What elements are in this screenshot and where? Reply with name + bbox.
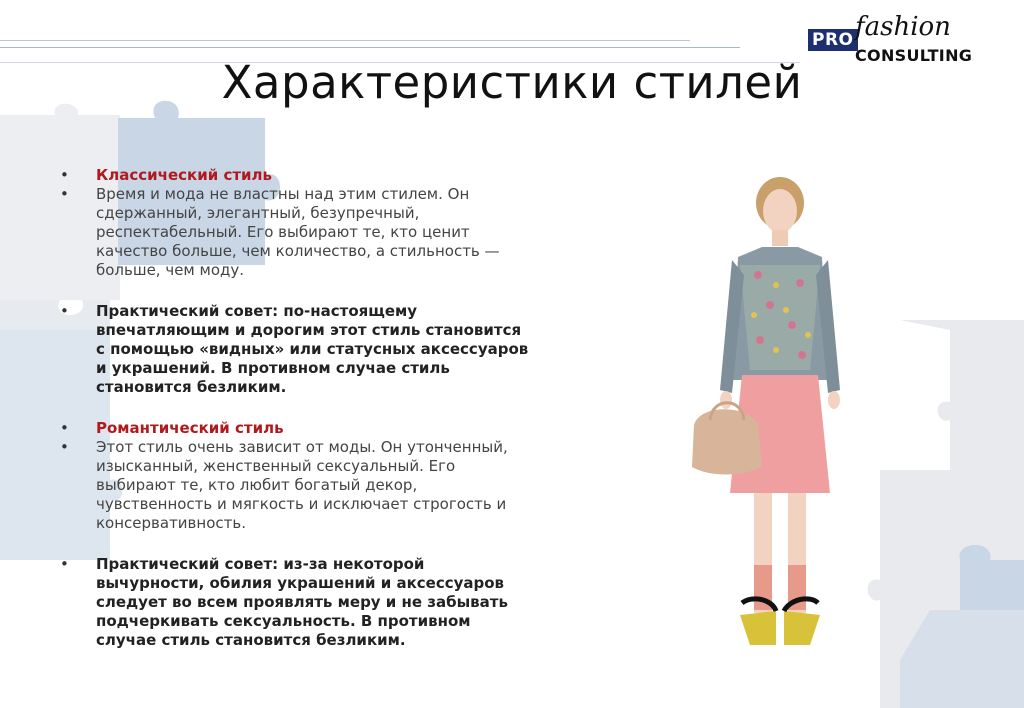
romantic-tip: Практический совет: из-за некоторой вычурности, обилия украшений и аксессуаров следует во всем проявлять меру и не забывать подчеркивать сексуальность. В противном случае стиль становится безликим. [96, 555, 508, 649]
style-list [60, 166, 535, 650]
list-item [60, 166, 535, 185]
bullet: • [60, 166, 69, 184]
logo-pro: PRO [808, 29, 858, 51]
bullet: • [60, 302, 69, 320]
bullet: • [60, 438, 69, 456]
romantic-description: Этот стиль очень зависит от моды. Он утонченный, изысканный, женственный сексуальный. Его выбирают те, кто любит богатый декор, чувственность и мягкость и исключает строгость и консервативность. [96, 438, 508, 532]
header-rule-1 [0, 40, 690, 41]
logo-fashion: fashion [855, 12, 951, 42]
bullet: • [60, 185, 69, 203]
heading-classic: Классический стиль [96, 166, 273, 184]
bullet: • [60, 555, 69, 573]
list-item [60, 555, 535, 650]
heading-romantic: Романтический стиль [96, 419, 284, 437]
logo-consulting: CONSULTING [855, 46, 973, 65]
list-item [60, 302, 535, 397]
classic-description: Время и мода не властны над этим стилем. Он сдержанный, элегантный, безупречный, респектабельный. Его выбирают те, кто ценит качество больше, чем количество, а стильность — больше, чем моду. [96, 185, 500, 279]
list-item [60, 419, 535, 438]
header-rule-2 [0, 47, 740, 48]
list-item [60, 438, 535, 533]
classic-tip: Практический совет: по-настоящему впечатляющим и дорогим этот стиль становится с помощью «видных» или статусных аксессуаров и украшений. В противном случае стиль становится безликим. [96, 302, 529, 396]
list-item [60, 185, 535, 280]
fashion-model-photo [680, 175, 880, 675]
page-title: Характеристики стилей [221, 56, 803, 109]
bullet: • [60, 419, 69, 437]
